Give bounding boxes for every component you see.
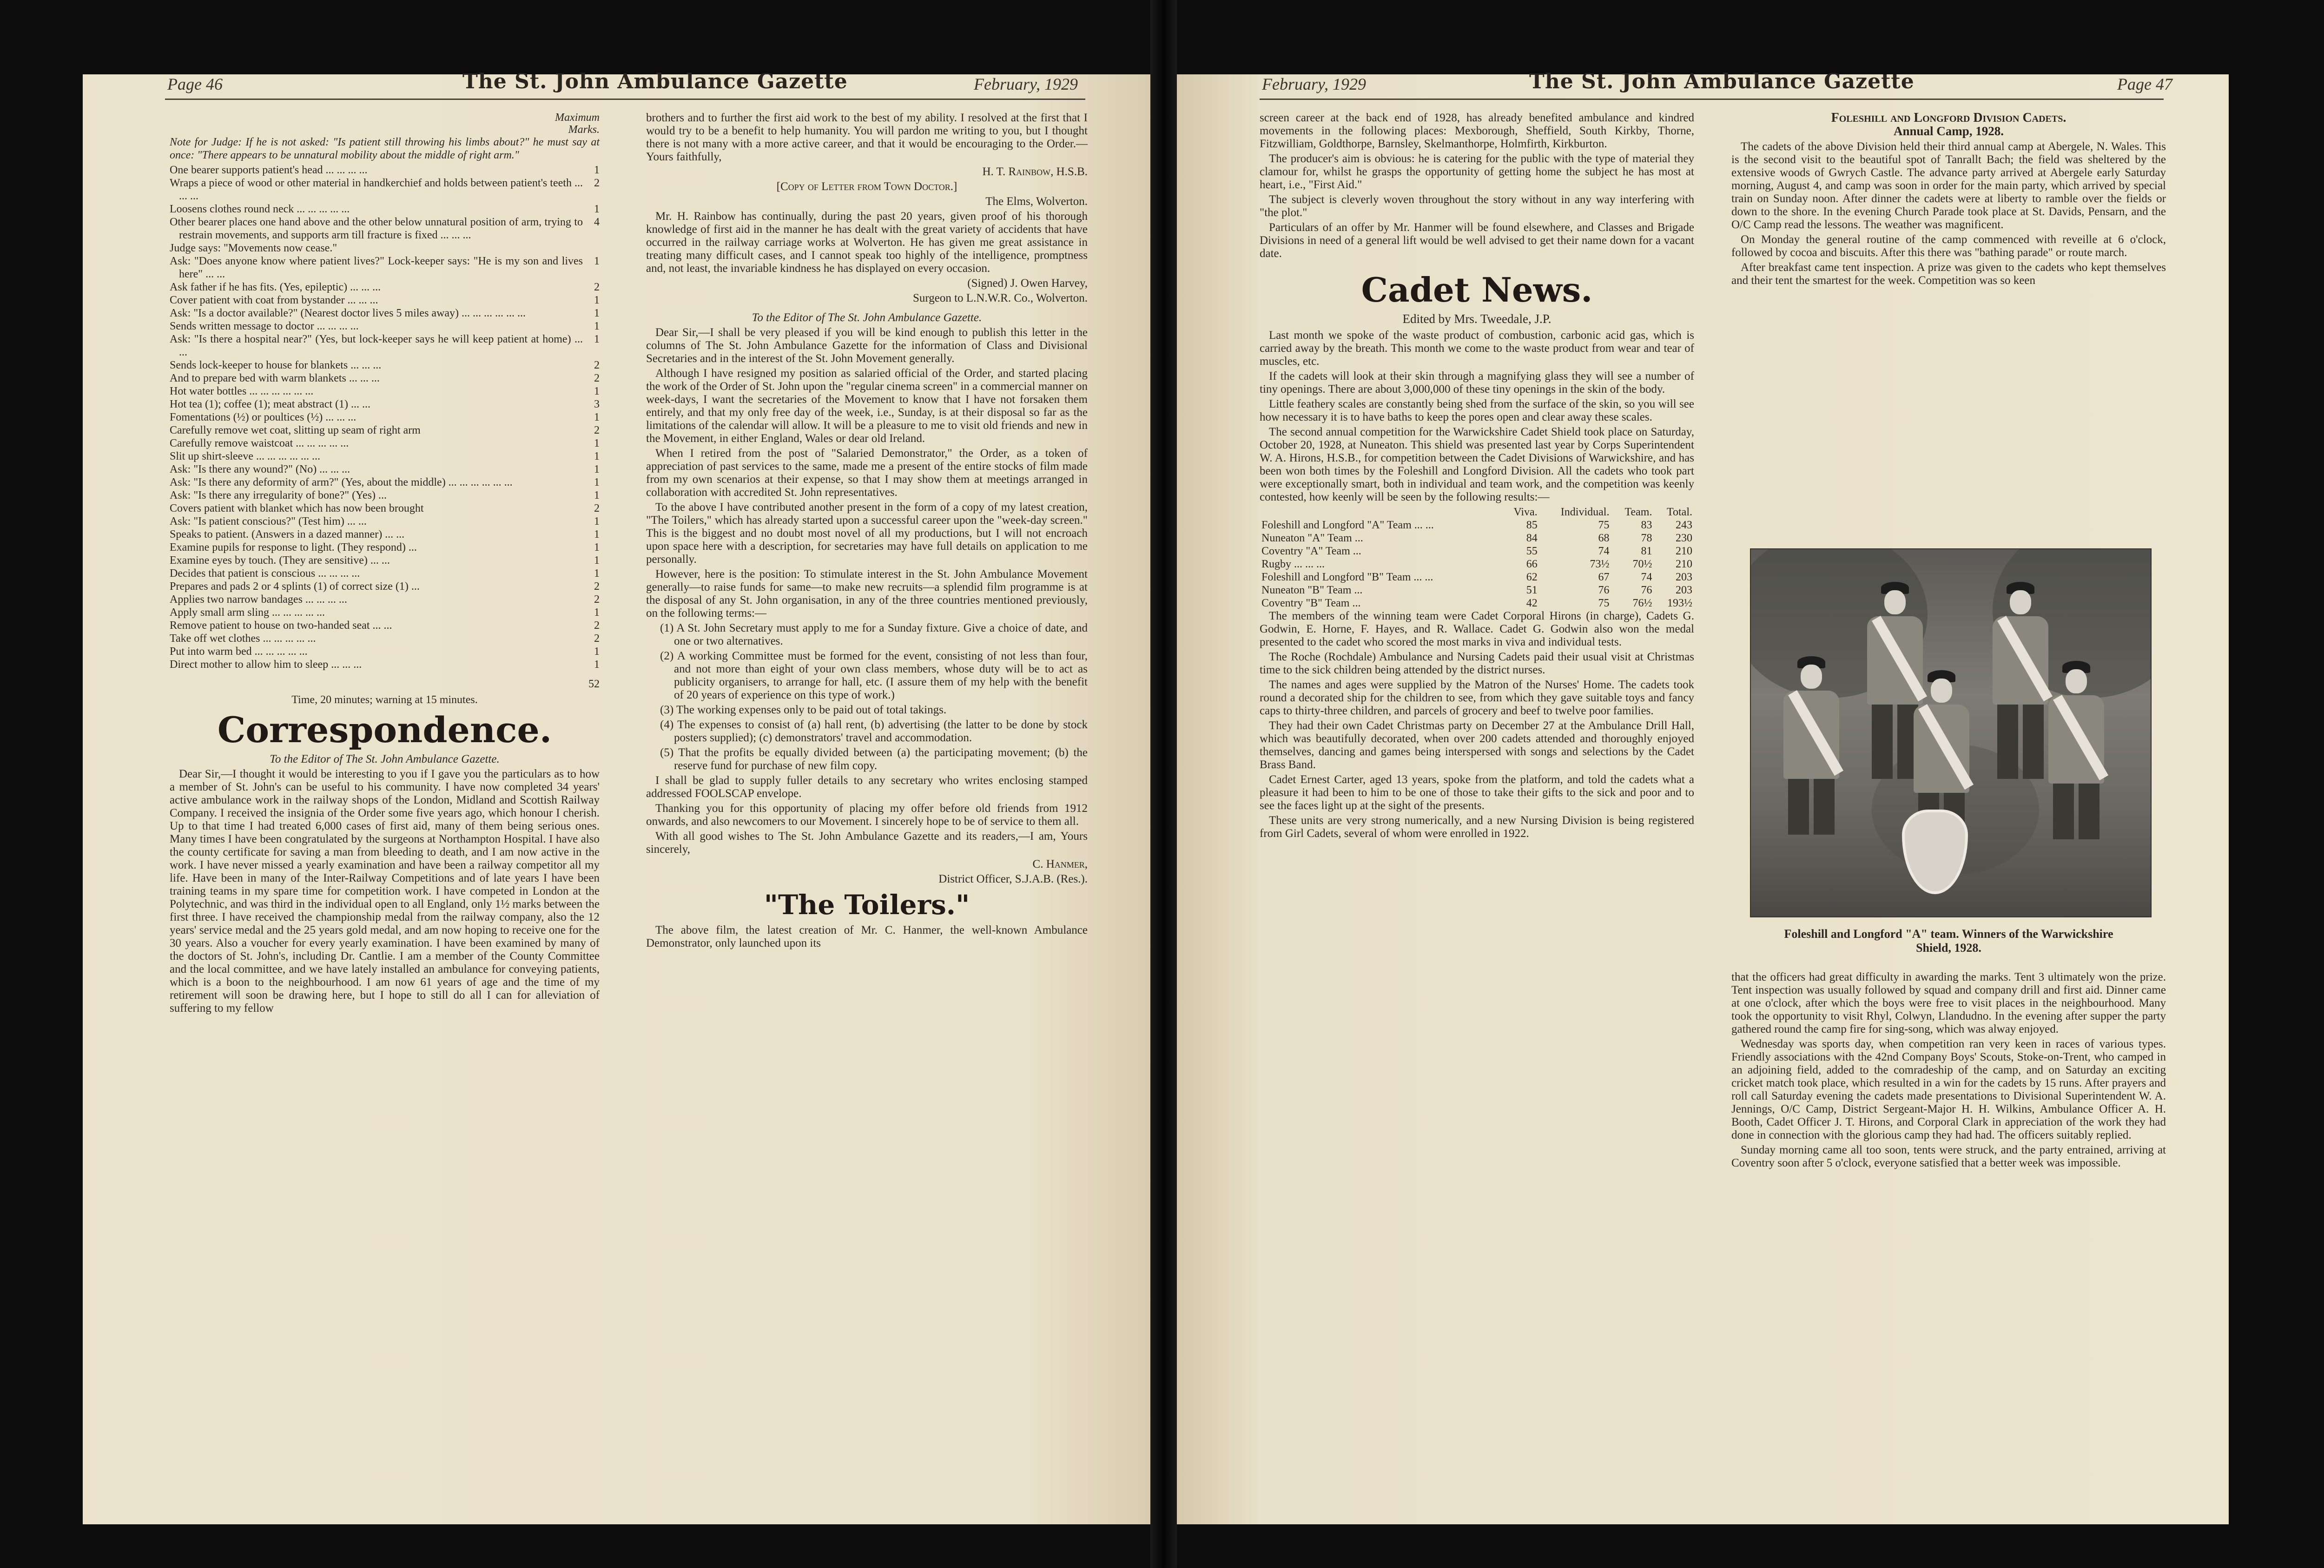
results-row <box>1260 571 1694 584</box>
results-score-cell: 66 <box>1526 558 1538 570</box>
toilers-heading: "The Toilers." <box>764 889 970 921</box>
results-score-cell: 83 <box>1641 519 1652 531</box>
results-score-cell: 67 <box>1598 571 1610 583</box>
results-score-cell: 76 <box>1641 584 1652 596</box>
marks-item-text: One bearer supports patient's head ... ... ... ... <box>170 164 368 176</box>
marks-item-value: 2 <box>594 372 600 384</box>
marks-item-text: Ask: "Is there a hospital near?" (Yes, but lock-keeper says he will keep patient at home) ... ... <box>170 333 583 358</box>
letter2-addressee: To the Editor of The St. John Ambulance Gazette. <box>752 311 982 324</box>
cadet-paragraph-6: The Roche (Rochdale) Ambulance and Nursing Cadets paid their usual visit at Christmas time to the sick children being attended by the district nurses. <box>1260 651 1694 676</box>
toilers-paragraph-4: Particulars of an offer by Mr. Hanmer will be found elsewhere, and Classes and Brigade Divisions in need of a general lift would be well advised to get their name down for a vacant date. <box>1260 221 1694 260</box>
results-team-cell: Rugby ... ... ... <box>1261 558 1325 570</box>
cadet-paragraph-10: These units are very strong numerically, and a new Nursing Division is being registered from Girl Cadets, several of whom were enrolled in 1922. <box>1260 814 1694 840</box>
marks-list-item <box>170 242 600 255</box>
terms-list-item: (2) A working Committee must be formed for the event, consisting of not less than four, and not more than eight of your own class members, whose duty will be to act as publicity organisers, to arrange for hall, etc. (I assure them of my help with the benefit of 20 years of experience on this type of work.) <box>660 650 1088 701</box>
marks-item-text: Sends lock-keeper to house for blankets ... ... ... <box>170 359 382 371</box>
team-photograph <box>1750 548 2152 917</box>
letter2-paragraph-8: With all good wishes to The St. John Ambulance Gazette and its readers,—I am, Yours sincerely, <box>646 830 1088 856</box>
results-score-cell: 78 <box>1641 532 1652 544</box>
cadet-paragraph-9: Cadet Ernest Carter, aged 13 years, spoke from the platform, and told the cadets what a pleasure it had been to him to be one of those to take their gifts to the sick and poor and to see the faces light up at the sight of the presents. <box>1260 773 1694 812</box>
marks-list-item <box>170 424 600 437</box>
marks-header <box>170 112 600 136</box>
results-team-cell: Foleshill and Longford "B" Team ... ... <box>1261 571 1433 583</box>
marks-list-item <box>170 255 600 281</box>
left-column-2 <box>646 112 1088 952</box>
marks-list-item <box>170 359 600 372</box>
terms-list-item: (5) That the profits be equally divided between (a) the participating movement; (b) the reserve fund for purchase of new film copy. <box>660 746 1088 772</box>
cadet-paragraph-8: They had their own Cadet Christmas party on December 27 at the Ambulance Drill Hall, which was beautifully decorated, when over 200 cadets attended and thoroughly enjoyed themselves, dancing and games being interspersed with songs and selections by the Cadet Brass Band. <box>1260 719 1694 771</box>
marks-item-text: Decides that patient is conscious ... ... ... ... <box>170 567 360 580</box>
marks-list-item <box>170 320 600 333</box>
right-header-rule <box>1260 99 2164 100</box>
doctor-signature-1: (Signed) J. Owen Harvey, <box>967 277 1088 290</box>
camp-paragraph-2: On Monday the general routine of the camp commenced with reveille at 6 o'clock, followed by cocoa and biscuits. After this there was "bathing parade" or route march. <box>1731 233 2166 259</box>
marks-item-value: 3 <box>594 398 600 410</box>
marks-list-item <box>170 619 600 632</box>
doctor-letter-heading: [Copy of Letter from Town Doctor.] <box>776 180 957 193</box>
left-page-number: Page 46 <box>167 75 223 93</box>
marks-list-item <box>170 385 600 398</box>
marks-list-item <box>170 632 600 645</box>
cadet-figure-seated-3 <box>2048 661 2104 839</box>
letter1-addressee: To the Editor of The St. John Ambulance Gazette. <box>270 753 500 765</box>
results-score-cell: 85 <box>1526 519 1538 531</box>
marks-list-item <box>170 177 600 203</box>
marks-item-value: 2 <box>594 281 600 293</box>
marks-item-value: 1 <box>594 463 600 475</box>
results-score-cell: 76 <box>1598 584 1610 596</box>
letter2-paragraph-6: I shall be glad to supply fuller details to any secretary who writes enclosing stamped addressed FOOLSCAP envelope. <box>646 774 1088 800</box>
marks-total-row <box>170 678 600 691</box>
marks-item-value: 2 <box>594 359 600 371</box>
cadet-news-heading: Cadet News. <box>1361 270 1593 310</box>
marks-item-value: 2 <box>594 177 600 189</box>
marks-item-value: 2 <box>594 502 600 514</box>
results-team-cell: Nuneaton "B" Team ... <box>1261 584 1363 596</box>
right-page-number: Page 47 <box>2117 75 2172 93</box>
results-score-cell: 203 <box>1676 571 1692 583</box>
letter2-signature-1: C. Hanmer, <box>1032 858 1088 870</box>
marks-list-item <box>170 580 600 593</box>
marks-item-text: Applies two narrow bandages ... ... ... ... <box>170 593 347 606</box>
marks-list-item <box>170 437 600 450</box>
terms-list-item: (1) A St. John Secretary must apply to me for a Sunday fixture. Give a choice of date, and one or two alternatives. <box>660 622 1088 647</box>
camp-paragraph-5: Wednesday was sports day, when competition ran very keen in races of various types. Friendly associations with the 42nd Company Boys' Scouts, Stoke-on-Trent, who camped in an adjoining field, added to the comradeship of the camp, and on Saturday an exciting cricket match took place, which resulted in a win for the cadets by 15 runs. After prayers and roll call Saturday evening the cadets made presentations to Divisional Superintendent W. A. Jennings, O/C Camp, District Sergeant-Major H. H. Wilkins, Ambulance Officer A. H. Booth, Cadet Officer J. T. Hirons, and Corporal Clark in appreciation of the work they had done in connection with the glorious camp they had had. The officers suitably replied. <box>1731 1038 2166 1141</box>
marks-item-text: And to prepare bed with warm blankets ... ... ... <box>170 372 380 384</box>
marks-list-item <box>170 476 600 489</box>
marks-item-value: 1 <box>594 385 600 397</box>
letter2-paragraph-2: Although I have resigned my position as salaried official of the Order, and started placing the work of the Order of St. John upon the "regular cinema screen" in a commercial manner on week-days, I want the secretaries of the Movement to know that I have not forsaken them entirely, and that my only free day of the week, i.e., Sunday, is at their disposal so far as the limitations of the calendar will allow. It will be a pleasure to me to visit old friends and new in the Movement, in either England, Wales or dear old Ireland. <box>646 367 1088 445</box>
letter2-paragraph-7: Thanking you for this opportunity of placing my offer before old friends from 1912 onwards, and also newcomers to our Movement. I sincerely hope to be of service to them all. <box>646 802 1088 828</box>
left-masthead: The St. John Ambulance Gazette <box>462 70 848 93</box>
marks-item-value: 1 <box>594 528 600 540</box>
marks-item-text: Ask: "Is there any deformity of arm?" (Yes, about the middle) ... ... ... ... ... ... <box>170 476 513 488</box>
results-score-cell: 210 <box>1676 558 1692 570</box>
results-team-cell: Foleshill and Longford "A" Team ... ... <box>1261 519 1434 531</box>
results-row <box>1260 519 1694 532</box>
marks-item-value: 1 <box>594 567 600 580</box>
doctor-letter-address: The Elms, Wolverton. <box>985 195 1088 208</box>
cadet-paragraph-5: The members of the winning team were Cadet Corporal Hirons (in charge), Cadets G. Godwin, E. Horne, F. Hayes, and R. Wallace. Cadet G. Godwin also won the medal presented to the cadet who scored the most marks in viva and individual tests. <box>1260 610 1694 648</box>
letter1-body: Dear Sir,—I thought it would be interesting to you if I gave you the particulars as to how a member of St. John's can be useful to his community. I have now completed 34 years' active ambulance work in the railway shops of the London, Midland and Scottish Railway Company. I received the insignia of the Order some five years ago, which honour I cherish. Up to that time I had treated 6,000 cases of first aid, many of them being serious ones. Many times I have been congratulated by the surgeons at Northampton Hospital. I have also the county certificate for saving a man from bleeding to death, and I am now active in the work. I have never missed a yearly examination and have been a railway competitor all my life. Have been in many of the Inter-Railway Competitions and of late years I have been training teams in my spare time for competition work. I have competed in London at the Polytechnic, and was third in the individual open to all England, only 1½ marks between the first three. I have received the championship medal from the railway company, also the 12 years' service medal and the 25 years gold medal, and am now hoping to receive one for the 30 years. Also a voucher for every yearly examination. I have been examined by many of the doctors of St. John's, including Dr. Cantlie. I am a member of the County Committee and the local committee, and we have lately installed an ambulance for conveying patients, which is a boon to the neighbourhood. I am now 61 years of age and the time of my retirement will soon be drawing here, but I hope to still do all I can for alleviation of suffering to my fellow <box>170 768 600 1015</box>
results-score-cell: 75 <box>1598 519 1610 531</box>
right-masthead: The St. John Ambulance Gazette <box>1529 70 1915 93</box>
marks-list-item <box>170 216 600 242</box>
left-header-rule <box>165 99 1085 100</box>
marks-item-text: Ask: "Is patient conscious?" (Test him) ... ... <box>170 515 367 527</box>
marks-list-item <box>170 450 600 463</box>
cadet-news-editor: Edited by Mrs. Tweedale, J.P. <box>1402 312 1552 326</box>
camp-paragraph-6: Sunday morning came all too soon, tents were struck, and the party entrained, arriving at Coventry soon after 5 o'clock, everyone satisfied that a better week was impossible. <box>1731 1144 2166 1169</box>
marks-item-text: Speaks to patient. (Answers in a dazed manner) ... ... <box>170 528 405 540</box>
results-team-cell: Nuneaton "A" Team ... <box>1261 532 1363 544</box>
marks-item-value: 1 <box>594 541 600 553</box>
marks-list-item <box>170 281 600 294</box>
results-header-cell <box>1260 506 1501 519</box>
results-header-cell: Viva. <box>1513 506 1538 518</box>
marks-list-item <box>170 567 600 580</box>
results-body <box>1260 519 1694 610</box>
toilers-continued: screen career at the back end of 1928, has already benefited ambulance and kindred movements in the following places: Mexborough, Sheffield, South Kirkby, Thorne, Fitzwilliam, Goldthorpe, Barnsley, Skelmanthorpe, Holmfirth, Kirkburton. <box>1260 112 1694 150</box>
marks-list-item <box>170 554 600 567</box>
results-score-cell: 68 <box>1598 532 1610 544</box>
marks-item-value <box>583 242 600 255</box>
right-column-2-lower <box>1731 927 2166 1172</box>
marks-item-value: 1 <box>594 294 600 306</box>
marks-item-text: Cover patient with coat from bystander ... ... ... <box>170 294 378 306</box>
results-row <box>1260 545 1694 558</box>
marks-item-value: 2 <box>594 619 600 632</box>
results-score-cell: 230 <box>1676 532 1692 544</box>
results-score-cell: 55 <box>1526 545 1538 557</box>
cadet-paragraph-4: The second annual competition for the Warwickshire Cadet Shield took place on Saturday, October 20, 1928, at Nuneaton. This shield was presented last year by Corps Superintendent W. A. Hirons, H.S.B., for competition between the Cadet Divisions of Warwickshire, and has been won both times by the Foleshill and Longford Division. All the cadets who took part were exceptionally smart, both in individual and team work, and the competition was keenly contested, how keenly will be seen by the following results:— <box>1260 426 1694 503</box>
marks-item-value: 2 <box>594 632 600 645</box>
marks-list-item <box>170 307 600 320</box>
results-row <box>1260 532 1694 545</box>
marks-item-value: 1 <box>594 333 600 345</box>
results-row <box>1260 584 1694 597</box>
marks-list-item <box>170 333 600 359</box>
results-score-cell: 74 <box>1641 571 1652 583</box>
camp-paragraph-1: The cadets of the above Division held their third annual camp at Abergele, N. Wales. This is the second visit to the beautiful spot of Tanrallt Bach; the field was sheltered by the extensive woods of Gwrych Castle. The advance party arrived at Abergele early Saturday morning, August 4, and camp was soon in order for the main party, which arrived by special train on Sunday noon. After dinner the cadets were at liberty to ramble over the fields or down to the shore. In the evening Church Parade took place at St. Davids, Pensarn, and the O/C Camp read the lessons. The weather was magnificent. <box>1731 140 2166 231</box>
marks-item-text: Ask father if he has fits. (Yes, epileptic) ... ... ... <box>170 281 381 293</box>
marks-item-text: Carefully remove waistcoat ... ... ... ... ... <box>170 437 349 449</box>
marks-item-value: 1 <box>594 203 600 215</box>
letter2-paragraph-4: To the above I have contributed another present in the form of a copy of my latest creation, "The Toilers," which has already started upon a successful career upon the "week-day screen." This is the biggest and no doubt most novel of all my productions, but I will not encroach upon space here with a description, for secretaries may have full details on application to me personally. <box>646 501 1088 566</box>
marks-item-text: Examine eyes by touch. (They are sensitive) ... ... <box>170 554 390 567</box>
letter1-continued: brothers and to further the first aid work to the best of my ability. I resolved at the first that I would try to be a benefit to help humanity. You will pardon me writing to you, but I thought there is not many with a more active career, and that it would be encouraging to the Order.—Yours faithfully, <box>646 112 1088 163</box>
marks-item-text: Ask: "Is a doctor available?" (Nearest doctor lives 5 miles away) ... ... ... ... ... ... <box>170 307 526 319</box>
marks-item-text: Hot water bottles ... ... ... ... ... ... <box>170 385 314 397</box>
results-header-cell: Team. <box>1624 506 1652 518</box>
results-header-cell: Total. <box>1667 506 1692 518</box>
warwickshire-shield <box>1902 810 1968 894</box>
results-team-cell: Coventry "A" Team ... <box>1261 545 1361 557</box>
marks-item-value: 1 <box>594 255 600 267</box>
marks-item-value: 4 <box>594 216 600 228</box>
right-column-1 <box>1260 112 1694 842</box>
marks-list <box>170 164 600 671</box>
photo-caption: Foleshill and Longford "A" team. Winners of the Warwickshire Shield, 1928. <box>1784 927 2113 955</box>
marks-list-item <box>170 593 600 606</box>
marks-list-item <box>170 541 600 554</box>
marks-list-item <box>170 294 600 307</box>
marks-header-line-2: Marks. <box>568 124 600 136</box>
results-score-cell: 74 <box>1598 545 1610 557</box>
marks-header-line-1: Maximum <box>555 112 600 124</box>
marks-item-value: 1 <box>594 450 600 462</box>
results-table <box>1260 506 1694 610</box>
results-score-cell: 193½ <box>1667 597 1692 609</box>
correspondence-heading: Correspondence. <box>217 709 552 751</box>
marks-item-value: 1 <box>594 320 600 332</box>
marks-item-value: 1 <box>594 411 600 423</box>
results-score-cell: 73½ <box>1590 558 1610 570</box>
camp-heading: Annual Camp, 1928. <box>1893 124 2004 138</box>
letter2-paragraph-5: However, here is the position: To stimulate interest in the St. John Ambulance Movement generally—to raise funds for same—to make new recruits—a splendid film programme is at the disposal of any St. John organisation, in any of the three countries mentioned previously, on the following terms:— <box>646 568 1088 619</box>
marks-item-value: 1 <box>594 437 600 449</box>
marks-list-item <box>170 645 600 658</box>
marks-item-text: Wraps a piece of wood or other material in handkerchief and holds between patient's teeth ... ... ... <box>170 177 583 202</box>
results-score-cell: 70½ <box>1632 558 1652 570</box>
marks-item-text: Judge says: "Movements now cease." <box>170 242 337 254</box>
marks-item-text: Ask: "Does anyone know where patient lives?" Lock-keeper says: "He is my son and lives here" ... ... <box>170 255 583 280</box>
terms-list <box>646 622 1088 772</box>
marks-item-text: Examine pupils for response to light. (They respond) ... <box>170 541 417 553</box>
marks-item-text: Loosens clothes round neck ... ... ... ... ... <box>170 203 350 215</box>
marks-item-text: Remove patient to house on two-handed seat ... ... <box>170 619 392 632</box>
marks-item-value: 1 <box>594 164 600 176</box>
marks-item-text: Put into warm bed ... ... ... ... ... <box>170 646 308 658</box>
letter2-paragraph-1: Dear Sir,—I shall be very pleased if you will be kind enough to publish this letter in the columns of The St. John Ambulance Gazette for the information of Class and Divisional Secretaries and in the interest of the St. John Movement generally. <box>646 326 1088 365</box>
marks-list-item <box>170 411 600 424</box>
results-score-cell: 75 <box>1598 597 1610 609</box>
terms-list-item: (4) The expenses to consist of (a) hall rent, (b) advertising (the latter to be done by stock posters supplied); (c) demonstrators' travel and accommodation. <box>660 718 1088 744</box>
results-score-cell: 84 <box>1526 532 1538 544</box>
results-score-cell: 62 <box>1526 571 1538 583</box>
marks-item-text: Direct mother to allow him to sleep ... ... ... <box>170 659 362 671</box>
marks-item-text: Covers patient with blanket which has now been brought <box>170 502 424 514</box>
marks-list-item <box>170 203 600 216</box>
marks-item-text: Other bearer places one hand above and the other below unnatural position of arm, trying to restrain movements, and supports arm till fracture is fixed ... ... ... <box>170 216 583 241</box>
results-score-cell: 203 <box>1676 584 1692 596</box>
results-score-cell: 42 <box>1526 597 1538 609</box>
foleshill-heading: Foleshill and Longford Division Cadets. <box>1831 111 2067 125</box>
marks-item-value: 1 <box>594 646 600 658</box>
letter2-signature-2: District Officer, S.J.A.B. (Res.). <box>938 873 1088 885</box>
left-date: February, 1929 <box>974 75 1078 93</box>
marks-list-item <box>170 658 600 671</box>
time-note: Time, 20 minutes; warning at 15 minutes. <box>291 694 478 706</box>
marks-item-text: Slit up shirt-sleeve ... ... ... ... ... ... <box>170 450 320 462</box>
camp-paragraph-3: After breakfast came tent inspection. A prize was given to the cadets who kept themselves and their tent the smartest for the week. Competition was so keen <box>1731 261 2166 287</box>
doctor-letter-body: Mr. H. Rainbow has continually, during the past 20 years, given proof of his thorough knowledge of first aid in the manner he has dealt with the great variety of accidents that have occurred in the railway carriage works at Wolverton. He has given me great assistance in treating many difficult cases, and I cannot speak too highly of the intelligence, promptness and, not least, the invariable kindness he has displayed on every occasion. <box>646 210 1088 275</box>
cadet-paragraph-3: Little feathery scales are constantly being shed from the surface of the skin, so you will see how necessary it is to have baths to keep the pores open and clear away these scales. <box>1260 398 1694 423</box>
marks-item-text: Ask: "Is there any wound?" (No) ... ... ... <box>170 463 350 475</box>
marks-item-value: 2 <box>594 424 600 436</box>
marks-list-item <box>170 398 600 411</box>
cadet-paragraph-2: If the cadets will look at their skin through a magnifying glass they will see a number of tiny openings. There are about 3,000,000 of these tiny openings in the skin of the body. <box>1260 370 1694 395</box>
results-header-row <box>1260 506 1694 519</box>
marks-item-text: Ask: "Is there any irregularity of bone?" (Yes) ... <box>170 489 387 501</box>
letter1-signature: H. T. Rainbow, H.S.B. <box>982 165 1088 178</box>
marks-item-text: Prepares and pads 2 or 4 splints (1) of correct size (1) ... <box>170 580 420 593</box>
marks-list-item <box>170 372 600 385</box>
right-date: February, 1929 <box>1262 75 1366 93</box>
marks-list-item <box>170 528 600 541</box>
marks-item-value: 1 <box>594 307 600 319</box>
marks-list-item <box>170 606 600 619</box>
letter2-paragraph-3: When I retired from the post of "Salaried Demonstrator," the Order, as a token of appreciation of past services to the same, made me a present of the entire stocks of film made from my own scenarios at their expense, so that I may show them at meetings arranged in collaboration with accredited St. John representatives. <box>646 447 1088 499</box>
results-header-cell: Individual. <box>1560 506 1610 518</box>
cadet-paragraph-1: Last month we spoke of the waste product of combustion, carbonic acid gas, which is carried away by the breath. This month we come to the waste product from wear and tear of muscles, etc. <box>1260 329 1694 368</box>
marks-total: 52 <box>588 678 600 690</box>
doctor-signature-2: Surgeon to L.N.W.R. Co., Wolverton. <box>912 292 1088 304</box>
marks-item-value: 1 <box>594 659 600 671</box>
marks-item-value: 1 <box>594 515 600 527</box>
right-column-2 <box>1731 112 2166 289</box>
results-score-cell: 76½ <box>1632 597 1652 609</box>
marks-list-item <box>170 489 600 502</box>
page-gutter <box>1150 0 1177 1568</box>
marks-item-value: 1 <box>594 554 600 567</box>
camp-paragraph-4: that the officers had great difficulty in awarding the marks. Tent 3 ultimately won the prize. Tent inspection was usually followed by squad and company drill and first aid. Dinner came at one o'clock, after which the boys were free to visit places in the neighbourhood. Many took the opportunity to visit Rhyl, Colwyn, Llandudno. In the evening after supper the party gathered round the camp fire for sing-song, which was alway enjoyed. <box>1731 971 2166 1035</box>
marks-item-value: 1 <box>594 489 600 501</box>
results-score-cell: 51 <box>1526 584 1538 596</box>
marks-item-text: Sends written message to doctor ... ... ... ... <box>170 320 359 332</box>
results-row <box>1260 558 1694 571</box>
marks-list-item <box>170 515 600 528</box>
cadet-paragraph-7: The names and ages were supplied by the Matron of the Nurses' Home. The cadets took round a decorated ship for the children to see, from which they gave suitable toys and fancy caps to thirty-three children, and parcels of grocery and beef to twelve poor families. <box>1260 679 1694 717</box>
toilers-body: The above film, the latest creation of Mr. C. Hanmer, the well-known Ambulance Demonstrator, only launched upon its <box>646 924 1088 949</box>
marks-item-value: 1 <box>594 606 600 619</box>
marks-item-text: Hot tea (1); coffee (1); meat abstract (1) ... ... <box>170 398 371 410</box>
marks-item-text: Take off wet clothes ... ... ... ... ... <box>170 632 316 645</box>
marks-item-text: Fomentations (½) or poultices (½) ... ... ... <box>170 411 357 423</box>
marks-list-item <box>170 502 600 515</box>
marks-item-value: 1 <box>594 476 600 488</box>
marks-item-text: Apply small arm sling ... ... ... ... ... <box>170 606 325 619</box>
marks-list-item <box>170 463 600 476</box>
marks-item-value: 2 <box>594 580 600 593</box>
toilers-paragraph-2: The producer's aim is obvious: he is catering for the public with the type of material they clamour for, whilst he grasps the opportunity of getting home the subject he has most at heart, i.e., "First Aid." <box>1260 152 1694 191</box>
judge-note: Note for Judge: If he is not asked: "Is patient still throwing his limbs about?" he must say at once: "There appears to be unnatural mobility about the middle of right arm." <box>170 136 600 161</box>
marks-item-text: Carefully remove wet coat, slitting up seam of right arm <box>170 424 421 436</box>
left-column-1 <box>170 112 600 1017</box>
results-team-cell: Coventry "B" Team ... <box>1261 597 1361 609</box>
results-score-cell: 210 <box>1676 545 1692 557</box>
results-score-cell: 243 <box>1676 519 1692 531</box>
results-score-cell: 81 <box>1641 545 1652 557</box>
cadet-figure-seated-1 <box>1783 656 1839 835</box>
marks-item-value: 2 <box>594 593 600 606</box>
toilers-paragraph-3: The subject is cleverly woven throughout the story without in any way interfering with "the plot." <box>1260 193 1694 219</box>
results-row <box>1260 597 1694 610</box>
terms-list-item: (3) The working expenses only to be paid out of total takings. <box>660 704 947 716</box>
cadet-figure-standing-2 <box>1993 582 2048 779</box>
marks-list-item <box>170 164 600 177</box>
